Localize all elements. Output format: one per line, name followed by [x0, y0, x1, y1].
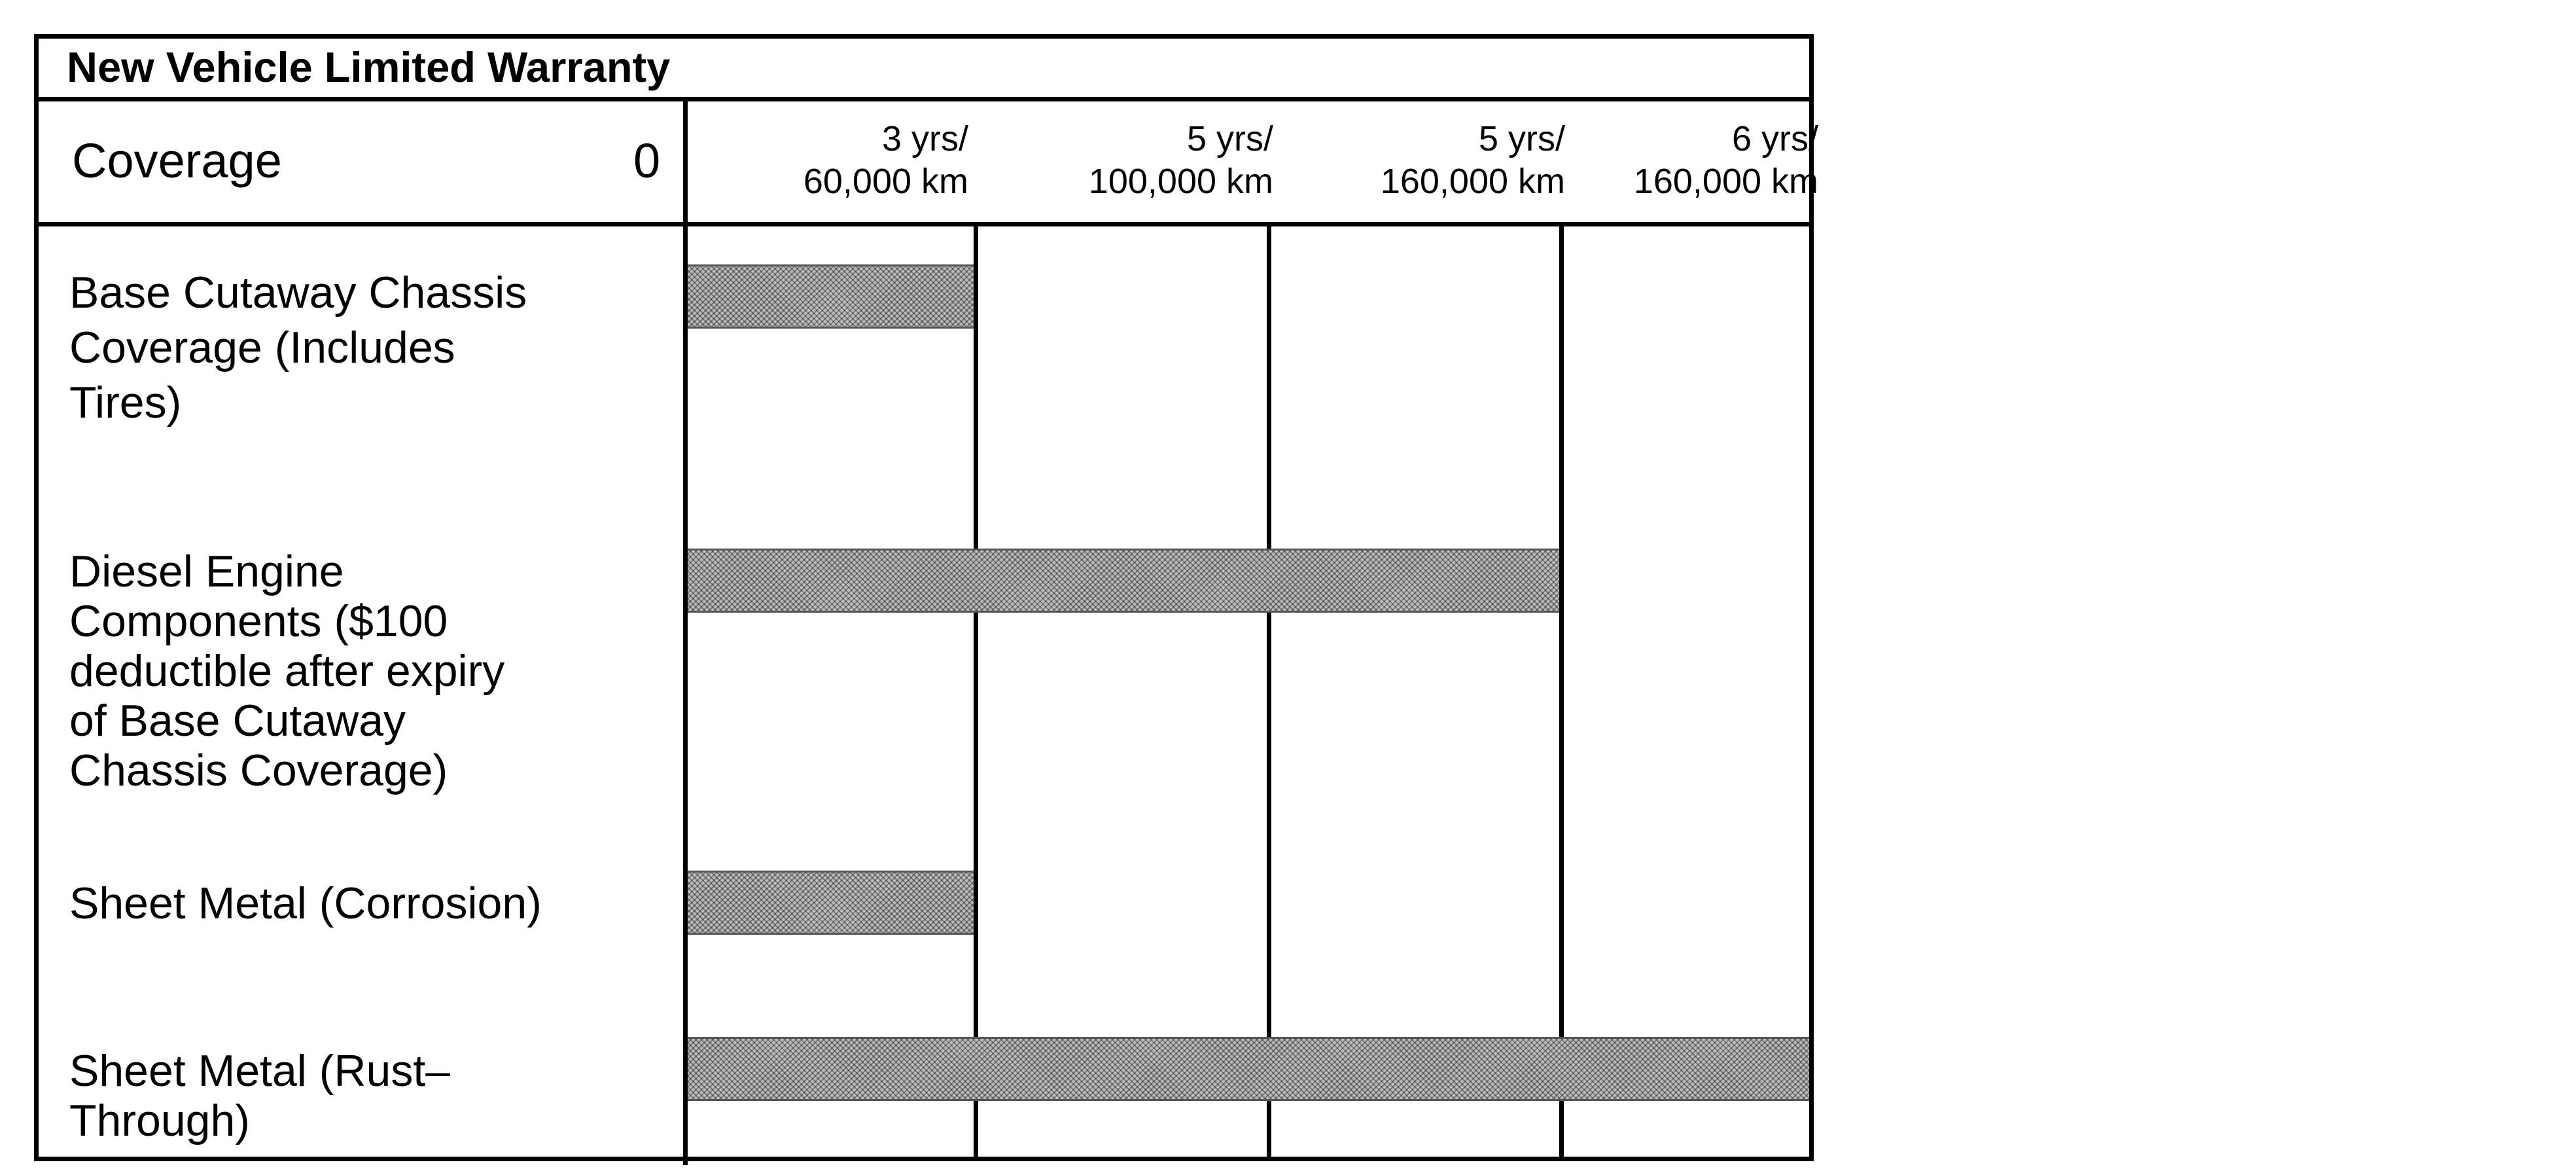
period-years: 6 yrs/	[1731, 119, 1818, 158]
column-divider	[1559, 222, 1564, 1161]
coverage-bar-base-cutaway	[688, 264, 974, 329]
period-years: 3 yrs/	[881, 119, 968, 158]
title-divider	[34, 97, 1814, 101]
period-label	[1583, 118, 1818, 203]
period-label	[1302, 118, 1565, 203]
page-title: New Vehicle Limited Warranty	[67, 43, 671, 91]
period-years: 5 yrs/	[1478, 119, 1565, 158]
row-label-sheet-metal-corrosion: Sheet Metal (Corrosion)	[69, 878, 542, 928]
period-label	[1008, 118, 1273, 203]
origin-label: 0	[633, 134, 661, 188]
column-divider	[683, 99, 688, 1165]
period-years: 5 yrs/	[1186, 119, 1273, 158]
period-distance: 60,000 km	[803, 162, 968, 201]
column-divider	[1267, 222, 1271, 1161]
row-label-sheet-metal-rust-through: Sheet Metal (Rust– Through)	[69, 1046, 451, 1146]
column-divider	[974, 222, 978, 1161]
coverage-bar-diesel-engine	[688, 549, 1559, 613]
period-distance: 100,000 km	[1088, 162, 1273, 201]
row-label-diesel-engine: Diesel Engine Components ($100 deductible after expiry of Base Cutaway Chassis Coverage)	[69, 547, 505, 795]
period-label	[720, 118, 968, 203]
coverage-bar-sheet-metal-corrosion	[688, 871, 974, 935]
header-divider	[34, 222, 1814, 226]
row-label-base-cutaway: Base Cutaway Chassis Coverage (Includes Tires)	[69, 268, 527, 427]
coverage-bar-sheet-metal-rust-through	[688, 1037, 1809, 1101]
period-distance: 160,000 km	[1380, 162, 1565, 201]
coverage-label: Coverage	[72, 134, 282, 188]
period-distance: 160,000 km	[1633, 162, 1818, 201]
